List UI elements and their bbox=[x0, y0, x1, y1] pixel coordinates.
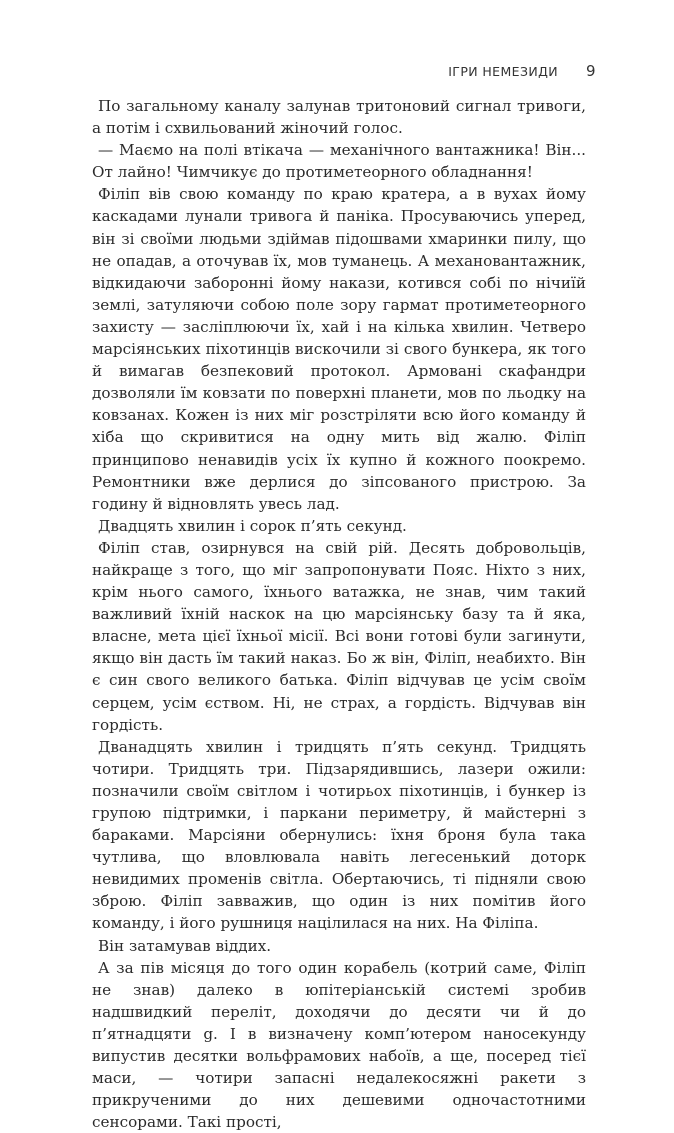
paragraph: — Маємо на полі втікача — механічного вантажника! Він... От лайно! Чимчикує до протиметеорного обладнання! bbox=[92, 141, 586, 182]
body-text bbox=[92, 95, 586, 1133]
running-head bbox=[448, 62, 596, 80]
paragraph: А за пів місяця до того один корабель (котрий саме, Філіп не знав) далеко в юпітеріанській системі зробив надшвидкий переліт, доходячи до десяти чи й до п’ятнадцяти g. І в визначену комп’ютером наносекунду випустив десятки вольфрамових набоїв, а ще, посеред тієї маси, — чотири запасні недалекосяжні ракети з прикрученими до них дешевими одночастотними сенсорами. Такі прості, bbox=[92, 958, 586, 1132]
running-title: ІГРИ НЕМЕЗИДИ bbox=[448, 64, 559, 79]
paragraph: Дванадцять хвилин і тридцять п’ять секунд. Тридцять чотири. Тридцять три. Підзарядившись, лазери ожили: позначили своїм світлом і чотирьох піхотинців, і бункер із групою підтримки, і паркани периметру, й майстерні з бараками. Марсіяни обернулись: їхня броня була така чутлива, що вловлювала навіть легесенький доторк невидимих променів світла. Обертаючись, ті підняли свою зброю. Філіп завважив, що один із них помітив його команду, і його рушниця націлилася на них. На Філіпа. bbox=[92, 737, 586, 933]
paragraph: Він затамував віддих. bbox=[98, 936, 272, 955]
paragraph: Філіп став, озирнувся на свій рій. Десять добровольців, найкраще з того, що міг запропонувати Пояс. Ніхто з них, крім нього самого, їхнього ватажка, не знав, чим такий важливий їхній наскок на цю марсіянську базу та й яка, власне, мета цієї їхньої місії. Всі вони готові були загинути, якщо він дасть їм такий наказ. Бо ж він, Філіп, неабихто. Він є син свого великого батька. Філіп відчував це усім своїм серцем, усім єством. Ні, не страх, а гордість. Відчував він гордість. bbox=[92, 538, 586, 734]
paragraph: Філіп вів свою команду по краю кратера, а в вухах йому каскадами лунали тривога й паніка. Просуваючись уперед, він зі своїми людьми здіймав підошвами хмаринки пилу, що не опадав, а оточував їх, мов туманець. А механовантажник, відкидаючи заборонні йому накази, котився собі по нічиїй землі, затуляючи собою поле зору гармат протиметеорного захисту — засліплюючи їх, хай і на кілька хвилин. Четверо марсіянських піхотинців вискочили зі свого бункера, як того й вимагав безпековий протокол. Армовані скафандри дозволяли їм ковзати по поверхні планети, мов по льодку на ковзанах. Кожен із них міг розстріляти всю його команду й хіба що скривитися на одну мить від жалю. Філіп принципово ненавидів усіх їх купно й кожного поокремо. Ремонтники вже дерлися до зіпсованого пристрою. За годину й відновлять увесь лад. bbox=[92, 185, 586, 513]
paragraph: Двадцять хвилин і сорок п’ять секунд. bbox=[98, 516, 407, 535]
page-number: 9 bbox=[586, 62, 596, 80]
paragraph: По загальному каналу залунав тритоновий сигнал тривоги, а потім і схвильований жіночий голос. bbox=[92, 97, 586, 138]
